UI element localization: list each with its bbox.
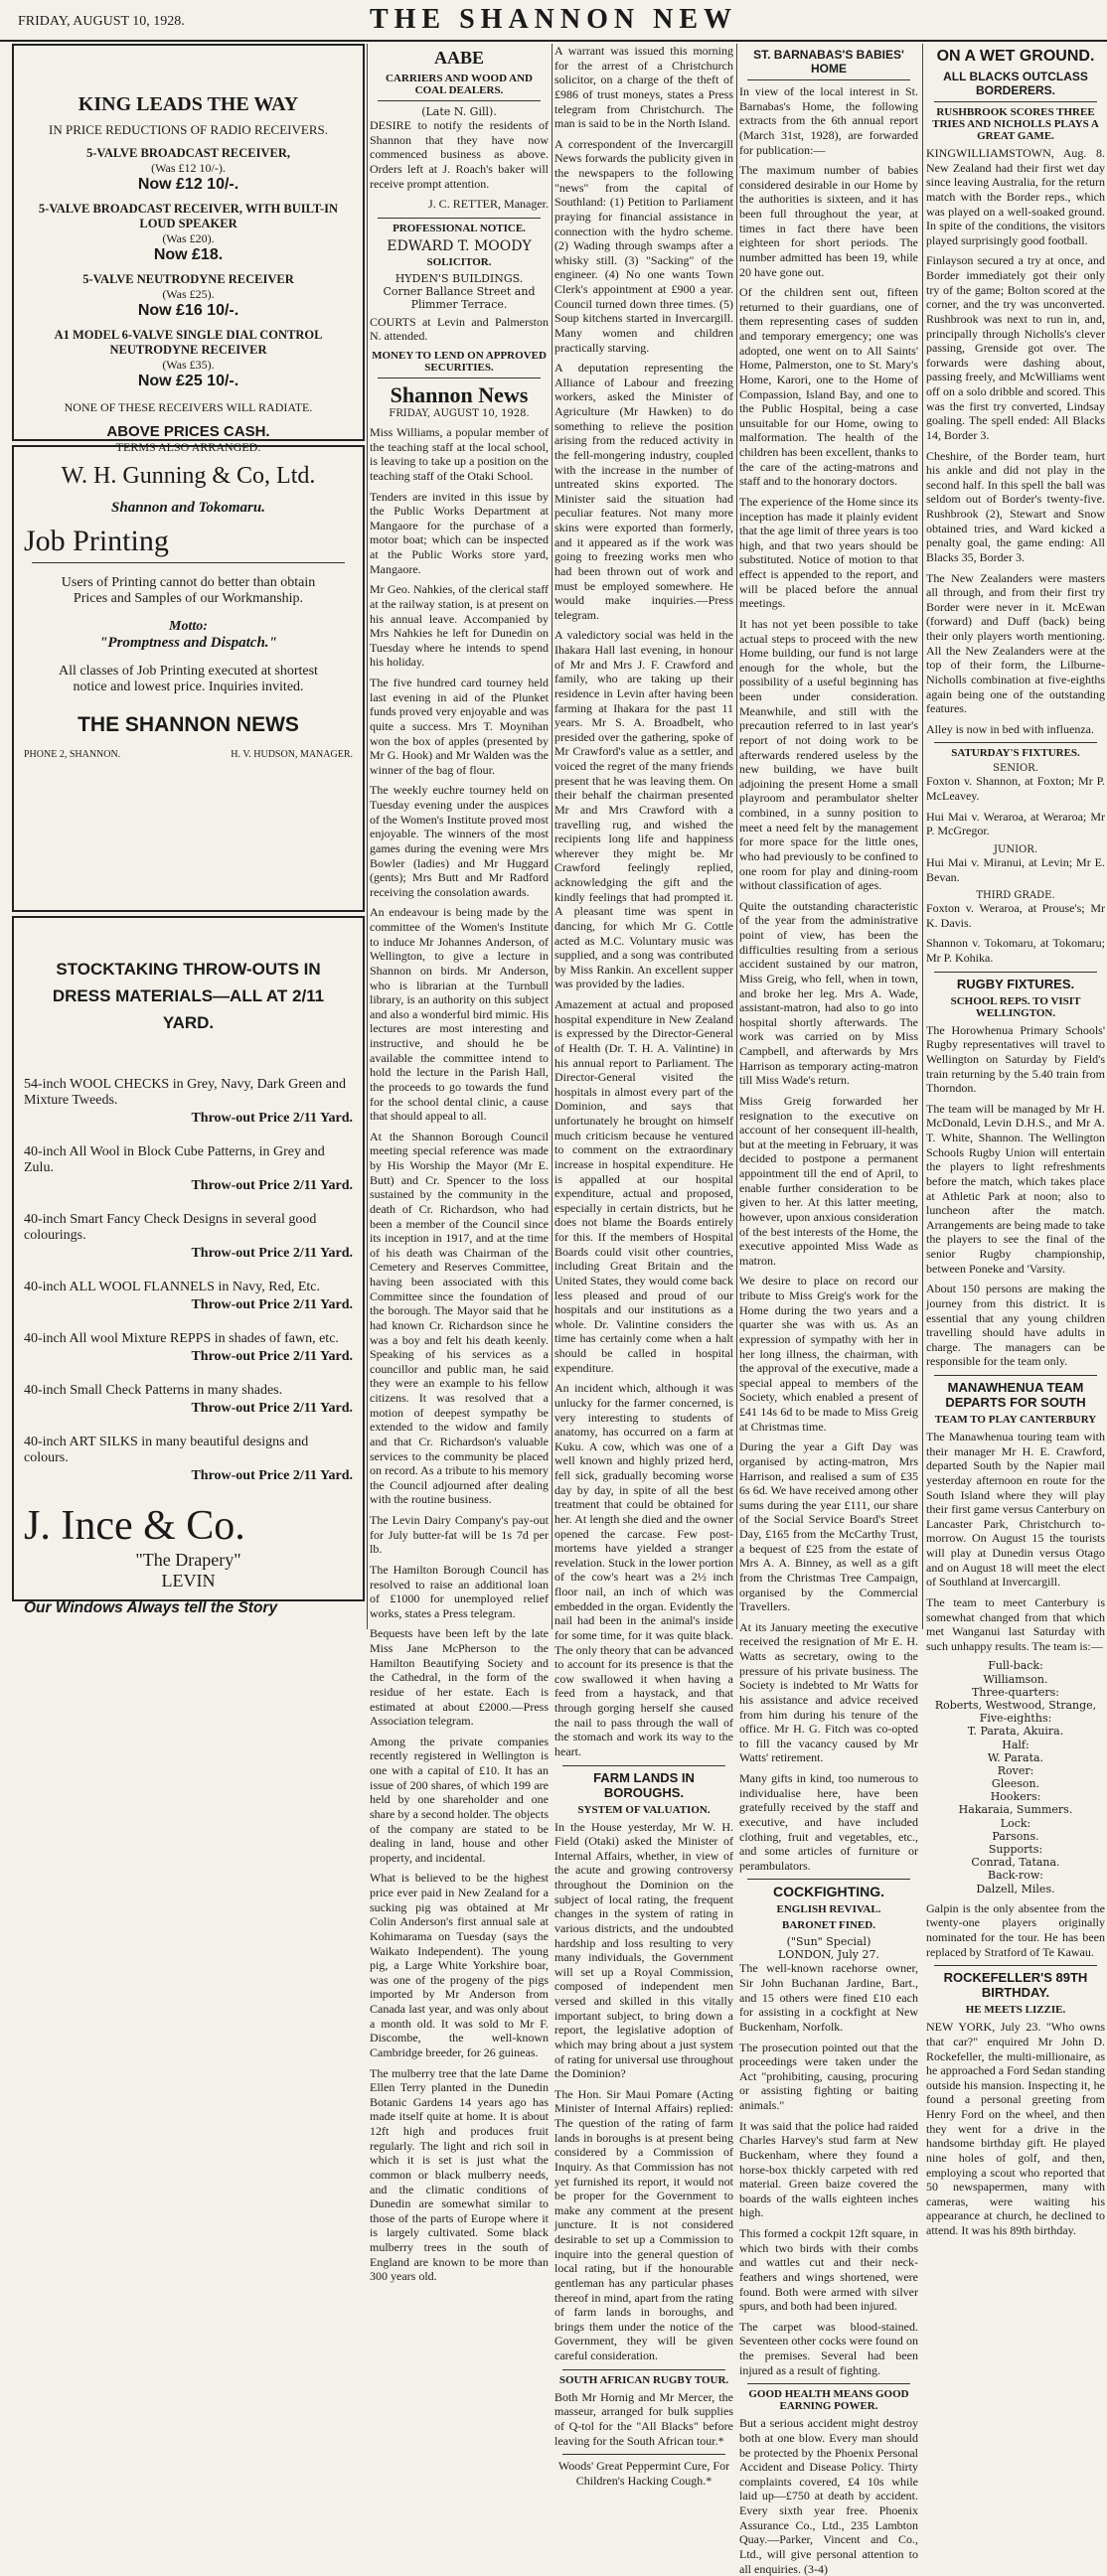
column-rule	[552, 44, 553, 1629]
radio-item-was: (Was £35).	[162, 358, 215, 372]
stock-item-desc: 40-inch ART SILKS in many beautiful designs and colours.	[24, 1434, 309, 1465]
manager: H. V. HUDSON, MANAGER.	[231, 749, 353, 760]
local-news: The Hamilton Borough Council has resolved to raise an additional loan of £1000 for unemployed relief works, states a Press telegram.	[370, 1562, 549, 1620]
stock-item-price: Throw-out Price 2/11 Yard.	[191, 1467, 353, 1483]
solicitor-building: HYDEN'S BUILDINGS.	[395, 271, 524, 285]
local-news: The mulberry tree that the late Dame Ellen Terry planted in the Dunedin Botanic Gardens 14 years ago has made itself quite at home. It is about 12ft high and produces fruit regularly. The light and rich soil in which it is set is just what the common or black mulberry needs, and the climatic conditions of Dunedin are somewhat similar to those of the parts of Europe where it is largely cultivated. Some black mulberry trees in the south of England are known to be more than 300 years old.	[370, 2065, 549, 2284]
article-headline: COCKFIGHTING.	[773, 1884, 884, 1900]
radio-item-was: (Was £12 10/-).	[151, 161, 226, 175]
news-paragraph: In view of the local interest in St. Barnabas's Home, the following extracts from the 6th annual report (March 31st, 1928), are forwarded for publication:—	[739, 84, 918, 157]
radio-advertisement	[12, 44, 365, 516]
article-headline: ON A WET GROUND.	[936, 48, 1095, 65]
column-rule	[736, 44, 737, 1629]
team-line: Full-back:	[988, 1659, 1043, 1673]
article-headline: MANAWHENUA TEAM DEPARTS FOR SOUTH	[945, 1380, 1086, 1410]
ad-heading: KING LEADS THE WAY	[78, 93, 299, 115]
local-news: An endeavour is being made by the committee of the Women's Institute to induce Mr Johannes Anderson, of Wellington, to give a lecture in Shannon on birds. Mr Anderson, who is librarian at the Turnbull library, is an authority on this subject and also a wonderful bird mimic. His lectures are most interesting and instructive, and should he be available the committee intend to hold the lecture in the Parish Hall, the proceeds to go towards the fund for the school dental clinic, a cause that should appeal to all.	[370, 905, 549, 1124]
column-4	[739, 44, 918, 2576]
team-line: Half:	[1002, 1738, 1029, 1751]
paper-name: THE SHANNON NEWS	[78, 713, 299, 736]
team-line: Conrad, Tatana.	[971, 1856, 1060, 1870]
team-line: Hookers:	[990, 1790, 1041, 1804]
news-paragraph: During the year a Gift Day was organised by acting-matron, Mrs Harrison, and realised a sum of £35 6s 6d. We have received among other sums during the year £111, our share of the Social Service Board's Street Day, £165 from the McCarthy Trust, a bequest of £25 from the estate of Mrs A. A. Binney, as well as a gift from the Christmas Tree Campaign, organised by the Commercial Travellers.	[739, 1440, 918, 1614]
news-paragraph: It was said that the police had raided Charles Harvey's stud farm at New Buckenham, where they found a horse-box thickly carpeted with red material. Green baize covered the boards of the walls eighteen inches high.	[739, 2118, 918, 2220]
motto-label: Motto:	[169, 619, 208, 634]
column-3	[554, 44, 733, 2488]
news-paragraph: The Manawhenua touring team with their manager Mr H. E. Crawford, departed South by the Napier mail yesterday afternoon en route for the South Island where they will play their first game versus Canterbury on Lancaster Park, Christchurch to-morrow. On August 15 the tourists will play at Dunedin versus Otago and on August 18 will meet the elect of Southland at Invercargill.	[926, 1430, 1105, 1590]
divider	[378, 378, 541, 379]
column-rule	[367, 44, 368, 1629]
stock-item-desc: 40-inch ALL WOOL FLANNELS in Navy, Red, Etc.	[24, 1279, 320, 1294]
news-paragraph: The team will be managed by Mr H. McDonald, Levin D.H.S., and Mr A. T. White, Shannon. The Wellington Schools Rugby Union will entertain the players to light refreshments before the match, which takes place at Athletic Park at noon; also to luncheon after the match. Arrangements are being made to take the players to see the final of the senior Rugby championship, between Poneke and 'Varsity.	[926, 1101, 1105, 1276]
divider	[378, 218, 541, 219]
team-line: Supports:	[988, 1843, 1043, 1856]
paper-title: Shannon News	[390, 382, 529, 407]
stock-item-desc: 40-inch All wool Mixture REPPS in shades of fawn, etc.	[24, 1330, 339, 1346]
ad-heading: STOCKTAKING THROW-OUTS IN DRESS MATERIALS—ALL AT 2/11 YARD.	[52, 960, 325, 1033]
aabe-late: (Late N. Gill).	[421, 105, 497, 118]
news-paragraph: Amazement at actual and proposed hospital expenditure in New Zealand is expressed by the Director-General of Health (Dr. T. H. A. Valintine) in his annual report to Parliament. The Director-General visited the hospitals in almost every part of the Dominion, and says that unfortunately he brought on himself much criticism because he ventured to comment on the extraordinary increase in hospital expenditure. He is appalled at our hospital expenditure, actual and proposed, especially in certain districts, but he does not blame the Boards entirely for this. If the members of Hospital Boards could visit other countries, including Great Britain and the United States, they would come back less pleased and proud of our hospitals and our institutions as a whole. Dr. Valintine considers the time has certainly come when a halt should be called in hospital expenditure.	[554, 997, 733, 1375]
local-news: The five hundred card tourney held last evening in aid of the Plunket funds proved very enjoyable and was quite a success. Mrs T. Moynihan won the box of apples (presented by Mr G. Hook) and Mr Walden was the winner of the bag of flour.	[370, 676, 549, 777]
divider	[747, 1879, 910, 1880]
news-paragraph: The carpet was blood-stained. Seventeen other cocks were found on the premises. Several had been injured as a result of fighting.	[739, 2319, 918, 2377]
slogan: Our Windows Always tell the Story	[24, 1598, 278, 1616]
radio-item-now: Now £16 10/-.	[137, 302, 239, 319]
ad-body: Users of Printing cannot do better than obtain Prices and Samples of our Workmanship.	[61, 575, 316, 606]
fixture: Shannon v. Tokomaru, at Tokomaru; Mr P. Kohika.	[926, 936, 1105, 965]
article-headline: ROCKEFELLER'S 89TH BIRTHDAY.	[943, 1970, 1088, 2001]
divider	[747, 2383, 910, 2384]
team-line: T. Parata, Akuira.	[967, 1725, 1064, 1739]
divider	[562, 2454, 725, 2455]
article-subheading: ENGLISH REVIVAL.	[776, 1903, 881, 1916]
stock-item-price: Throw-out Price 2/11 Yard.	[191, 1400, 353, 1416]
news-paragraph: Alley is now in bed with influenza.	[926, 721, 1094, 736]
article-headline: FARM LANDS IN BOROUGHS.	[593, 1769, 695, 1800]
source: ("Sun" Special)	[786, 1935, 871, 1949]
stock-item-price: Throw-out Price 2/11 Yard.	[191, 1348, 353, 1364]
team-line: Rover:	[997, 1763, 1034, 1777]
ad-contact	[24, 749, 353, 760]
news-paragraph: The experience of the Home since its inception has made it plainly evident that the age limit of three years is too high, and that two years should be substituted. Notice of motion to that effect is appended to the report, and will be placed before the annual meetings.	[739, 494, 918, 611]
article-subheading: SYSTEM OF VALUATION.	[577, 1803, 711, 1816]
aabe-body: DESIRE to notify the residents of Shannon that they have now commenced business as above. Orders left at J. Roach's baker will receive prompt attention.	[370, 118, 549, 191]
column-5	[926, 44, 1105, 2237]
local-news: Bequests have been left by the late Miss Jane McPherson to the Hamilton Beautifying Society and the Cathedral, in the form of the residue of her estate. Each is estimated at about £2000.—Press Association telegram.	[370, 1626, 549, 1729]
newspaper-title: THE SHANNON NEW	[369, 4, 738, 35]
article-headline: SATURDAY'S FIXTURES.	[951, 747, 1080, 760]
news-paragraph: In the House yesterday, Mr W. H. Field (Otaki) asked the Minister of Internal Affairs, whether, in view of the acute and growing controversy throughout the Dominion on the subject of local rating, the frequent changes in the system of rating in various districts, and the undoubted hardship and loss resulting to very many individuals, the Government will set up a Royal Commission, composed of independent men versed and skilled in this vitally important subject, to bring down a report, the legislative adoption of which may bring about a just system of rating for universal use throughout the Dominion?	[554, 1819, 733, 2081]
stock-item-price: Throw-out Price 2/11 Yard.	[191, 1296, 353, 1312]
masthead	[0, 0, 1107, 42]
stock-item-price: Throw-out Price 2/11 Yard.	[191, 1177, 353, 1193]
ad-terms: TERMS ALSO ARRANGED.	[115, 440, 261, 454]
ad-intro: IN PRICE REDUCTIONS OF RADIO RECEIVERS.	[49, 122, 328, 137]
news-paragraph: At its January meeting the executive received the resignation of Mr E. H. Watts as secretary, owing to the pressure of his private business. The Society is indebted to Mr Watts for his assistance and advice received from him during his tenure of the office. Mr H. G. Fitch was co-opted to fill the vacancy caused by Mr Watts' retirement.	[739, 1619, 918, 1765]
firm-name: J. Ince & Co.	[24, 1502, 245, 1549]
divider	[747, 79, 910, 80]
radio-item-was: (Was £20).	[162, 231, 215, 245]
news-paragraph: This formed a cockpit 12ft square, in which two birds with their combs and wattles cut and their neck-feathers and wings shortened, were found. Both were armed with silver spurs, and both had been injured.	[739, 2226, 918, 2314]
news-paragraph: Finlayson secured a try at once, and Border immediately got their only try of the game; Bolton scored at the corner, and the try was unconverted. Rushbrook was next to run in, and, principally through Nicholls's clever passing, Grenside got over. The forwards were dashing about, passing freely, and McWilliams went off on a solo dribble and scored. This was the first try converted, Lindsay goaling. The spell ended: All Blacks 14, Border 3.	[926, 253, 1105, 442]
stocktaking-advertisement	[12, 916, 365, 1616]
motto: "Promptness and Dispatch."	[99, 635, 277, 651]
news-paragraph: The team to meet Canterbury is somewhat changed from that which met Wanganui last Saturday with such unhappy results. The team is:—	[926, 1594, 1105, 1653]
radio-item-now: Now £18.	[153, 246, 224, 263]
radio-item-now: Now £25 10/-.	[137, 373, 239, 389]
firm-towns: Shannon and Tokomaru.	[111, 500, 265, 516]
news-paragraph: The New Zealanders were masters all through, and from their first try Border were never in it. McEwan (forward) and Duff (back) being their only players worth mentioning. All the New Zealanders were at the top of their form, the Lilburne-Nicholls combination at five-eighths again being one of the outstanding features.	[926, 570, 1105, 716]
local-news: Miss Williams, a popular member of the teaching staff at the local school, is leaving to take up a position on the teaching staff of the Otaki School.	[370, 425, 549, 483]
news-paragraph: The well-known racehorse owner, Sir John Buchanan Jardine, Bart., and 15 others were fined £10 each for assisting in a cockfight at New Buckenham, Norfolk.	[739, 1961, 918, 2034]
local-news: Mr Geo. Nahkies, of the clerical staff at the railway station, is at present on his annual leave. Accompanied by Mrs Nahkies he left for Dunedin on Tuesday where he intends to spend his holiday.	[370, 582, 549, 670]
solicitor-address: Corner Ballance Street and Plimmer Terrace.	[383, 284, 536, 311]
news-paragraph: NEW YORK, July 23. "Who owns that car?" enquired Mr John D. Rockefeller, the multi-millionaire, as he approached a Ford Sedan standing outside his mansion. Inspecting it, he found a personal greeting from Henry Ford on the wheel, and then they went for a drive in the handsome birthday gift. He played nine holes of golf, and then, employing a scout who reported that 50 newspapermen, many with cameras, were waiting his appearance at church, he declined to attend. It was his 89th birthday.	[926, 2020, 1105, 2237]
team-line: Lock:	[1000, 1816, 1031, 1830]
divider	[32, 562, 345, 563]
town: LEVIN	[161, 1570, 216, 1591]
radio-item-name: 5-VALVE BROADCAST RECEIVER,	[85, 146, 291, 160]
ad-heading: Job Printing	[24, 525, 169, 557]
team-list	[926, 1659, 1105, 1894]
team-line: W. Parata.	[987, 1750, 1044, 1764]
team-line: Roberts, Westwood, Strange,	[934, 1698, 1097, 1712]
stock-item-price: Throw-out Price 2/11 Yard.	[191, 1110, 353, 1126]
phone: PHONE 2, SHANNON.	[24, 749, 121, 760]
news-paragraph: Cheshire, of the Border team, hurt his ankle and did not play in the second half. In this spell the ball was seldom out of Border's twenty-five. Rushbrook (2), Stewart and Snow obtained tries, and Ward kicked a penalty goal, the game ending: All Blacks 35, Border 3.	[926, 448, 1105, 564]
team-line: Five-eighths:	[979, 1712, 1052, 1726]
divider	[934, 101, 1097, 102]
news-paragraph: The prosecution pointed out that the proceedings were taken under the Act "prohibiting, causing, procuring or assisting fighting or baiting animals."	[739, 2040, 918, 2112]
news-paragraph: A correspondent of the Invercargill News forwards the publicity given in the newspapers to the following "news" from the capital of Southland: (1) Petition to Parliament praying for financial assistance in connection with the hydro scheme. (2) Wading through swamps after a whisky still. (3) "Sacking" of the engineer. (4) No one wants Town Clerk's appointment at £900 a year. Council turned down three times. (5) Soup kitchens started in Invercargill. Many women and children practically starving.	[554, 136, 733, 355]
local-news: Among the private companies recently registered in Wellington is one with a capital of £10. It has an issue of 200 shares, of which 199 are held by one shareholder and one share by a second holder. The objects of the company are stated to be dealing in land, house and other property, and incidental.	[370, 1734, 549, 1865]
radio-item-now: Now £12 10/-.	[137, 176, 239, 193]
fixture: Foxton v. Shannon, at Foxton; Mr P. McLeavey.	[926, 774, 1105, 803]
article-subheading: HE MEETS LIZZIE.	[965, 2004, 1066, 2017]
radio-item-was: (Was £25).	[162, 287, 215, 301]
divider	[562, 1765, 725, 1766]
column-advertisements	[12, 44, 365, 1629]
divider	[934, 1375, 1097, 1376]
news-paragraph: Many gifts in kind, too numerous to individualise here, have been gratefully received by the staff and executive, and have included clothing, fruit and vegetables, etc., and some articles of furniture or perambulators.	[739, 1771, 918, 1873]
news-paragraph: The maximum number of babies considered desirable in our Home by the authorities is sixteen, and it has been full throughout the year, at times in fact there have been eighteen for short periods. The number admitted has been 19, while 20 have gone out.	[739, 163, 918, 279]
news-paragraph: A valedictory social was held in the Ihakara Hall last evening, in honour of Mr and Mrs J. F. Crawford and family, who are taking up their residence in Levin after having been farming at Ihakara for the past 11 years. Mr S. A. Broadbelt, who presided over the gathering, spoke of Mr Crawford's value as a settler, and voiced the regret of the many friends present that he was leaving them. On their behalf the chairman presented Mr and Mrs Crawford with a travelling rug, and wished the recipients long life and happiness wherever they might be. Mr Crawford feelingly replied, acknowledging the gift and the kindly feelings that had prompted it. A pleasant time was spent in dancing, for which Mr G. Cottle acted as M.C. Voluntary music was supplied, and a song was contributed by Miss Rankin. An excellent supper was provided by the ladies.	[554, 628, 733, 991]
team-line: Three-quarters:	[972, 1685, 1059, 1699]
solicitor-name: EDWARD T. MOODY	[387, 237, 532, 254]
team-line: Hakaraia, Summers.	[958, 1803, 1073, 1817]
money-to-lend: MONEY TO LEND ON APPROVED SECURITIES.	[372, 350, 547, 374]
radio-item-name: 5-VALVE NEUTRODYNE RECEIVER	[82, 272, 294, 286]
article-subheading: RUSHBROOK SCORES THREE TRIES AND NICHOLLS PLAYS A GREAT GAME.	[932, 106, 1099, 142]
local-news: Tenders are invited in this issue by the Public Works Department at Mangaore for the purchase of a motor boat; which can be inspected at the Public Works store yard, Mangaore.	[370, 489, 549, 576]
article-headline: GOOD HEALTH MEANS GOOD EARNING POWER.	[748, 2388, 909, 2413]
local-news: The weekly euchre tourney held on Tuesday evening under the auspices of the Women's Institute proved most enjoyable. The winners of the most games during the evening were Mrs Bowler (ladies) and Mr Huggard (gents); Mrs Butt and Mr Radford receiving the consolation awards.	[370, 783, 549, 899]
drapery-name: "The Drapery"	[135, 1549, 241, 1570]
article-headline: RUGBY FIXTURES.	[956, 976, 1075, 991]
issue-date: FRIDAY, AUGUST 10, 1928.	[18, 14, 185, 29]
article-headline: ST. BARNABAS'S BABIES' HOME	[753, 48, 904, 76]
radio-item-name: A1 MODEL 6-VALVE SINGLE DIAL CONTROL NEUTRODYNE RECEIVER	[54, 328, 323, 357]
divider	[562, 2369, 725, 2370]
article-subheading: ALL BLACKS OUTCLASS BORDERERS.	[943, 70, 1088, 97]
team-line: Back-row:	[988, 1869, 1043, 1883]
stock-item-desc: 40-inch Small Check Patterns in many shades.	[24, 1382, 283, 1398]
news-paragraph: It has not yet been possible to take actual steps to proceed with the new Home building, our fund is not large enough for the whole, but the possibility of a useful beginning has been under consideration. Meanwhile, and still with the precaution referred to in last year's report of not doing work to be afterwards rendered useless by the new building, we have built adjoining the present Home a small playroom and perambulator shelter combined, in a sunny position to meet a need felt by the management for more space for the little ones, who had previously to be confined to one room for play and dining-room without classification of ages.	[739, 616, 918, 893]
ad-cash: ABOVE PRICES CASH.	[106, 423, 270, 440]
news-paragraph: A warrant was issued this morning for the arrest of a Christchurch solicitor, on a charge of the theft of £986 of trust moneys, states a Press telegram from Christchurch. The man is said to be in the North Island.	[554, 44, 733, 131]
news-paragraph: The Horowhenua Primary Schools' Rugby representatives will travel to Wellington on Saturday by Field's train returning by the 5.40 train from Thorndon.	[926, 1022, 1105, 1096]
fixture: Hui Mai v. Weraroa, at Weraroa; Mr P. McGregor.	[926, 809, 1105, 838]
firm-name: W. H. Gunning & Co, Ltd.	[61, 463, 316, 489]
fixture: Foxton v. Weraroa, at Prouse's; Mr K. Davis.	[926, 901, 1105, 930]
dateline: LONDON, July 27.	[778, 1948, 879, 1962]
paper-date: FRIDAY, AUGUST 10, 1928.	[389, 408, 530, 419]
news-paragraph: An incident which, although it was unlucky for the farmer concerned, is very interesting to students of anatomy, has occurred on a farm at Kuku. A cow, which was one of a well known and highly prized herd, fell sick, gradually becoming worse day by day, in spite of all the best treatment that could be obtained for her. At length she died and the owner opened the carcase. Few post-mortems have yielded a stranger revelation. Stuck in the lower portion of the cow's heart was a 2½ inch floor nail, an inch of which was embedded in the organ. Evidently the nail had been in the animal's inside for some time, for it was quite black. The only theory that can be advanced to account for its presence is that the cow swallowed it when having a feed from a haystack, and that through gorging herself she caused the nail to pass through the wall of the stomach and work its way to the heart.	[554, 1381, 733, 1758]
team-line: Williamson.	[983, 1672, 1048, 1686]
news-paragraph: Miss Greig forwarded her resignation to the executive on account of her consequent ill-health, but at the meeting in February, it was decided to postpone a permanent appointment till the end of April, to enable further consideration to be given to her. At this latter meeting, however, upon anxious consideration of the best interests of the Home, the executive appointed Miss Wade as matron.	[739, 1093, 918, 1268]
news-paragraph: Both Mr Hornig and Mr Mercer, the masseur, arranged for bulk supplies of Q-tol for the "All Blacks" before leaving for the South African tour.*	[554, 2389, 733, 2448]
divider	[934, 742, 1097, 743]
grade-label: JUNIOR.	[993, 843, 1038, 855]
stock-item-desc: 54-inch WOOL CHECKS in Grey, Navy, Dark Green and Mixture Tweeds.	[24, 1076, 346, 1108]
grade-label: SENIOR.	[993, 763, 1038, 775]
stock-item-desc: 40-inch Smart Fancy Check Designs in several good colourings.	[24, 1211, 317, 1243]
column-2	[370, 44, 549, 2284]
local-news: The Levin Dairy Company's pay-out for July butter-fat will be 1s 7d per lb.	[370, 1513, 549, 1557]
notice-heading: PROFESSIONAL NOTICE.	[393, 222, 526, 234]
solicitor-courts: COURTS at Levin and Palmerston N. attended.	[370, 314, 549, 344]
stock-item-desc: 40-inch All Wool in Block Cube Patterns, in Grey and Zulu.	[24, 1143, 325, 1175]
solicitor-role: SOLICITOR.	[426, 255, 492, 268]
news-paragraph: About 150 persons are making the journey from this district. It is essential that any young children travelling should have adults in charge. The managers can be responsible for the team only.	[926, 1282, 1105, 1369]
article-subheading: BARONET FINED.	[782, 1919, 875, 1932]
news-paragraph: Galpin is the only absentee from the twenty-one players originally nominated for the tour. He has been replaced by Stratford of Te Kawau.	[926, 1900, 1105, 1959]
news-paragraph: We desire to place on record our tribute to Miss Greig's work for the Home during the two years and a quarter she was with us. As an expression of sympathy with her in her long illness, the chairman, with the approval of the executive, made a special appeal to members of the Society, which enabled a present of £41 14s 6d to be made to Miss Greig at Christmas time.	[739, 1274, 918, 1434]
ad-classes: All classes of Job Printing executed at shortest notice and lowest price. Inquiries invited.	[59, 664, 318, 694]
woods-ad: Woods' Great Peppermint Cure, For Children's Hacking Cough.*	[557, 2459, 730, 2488]
team-line: Parsons.	[992, 1829, 1039, 1843]
article-headline: SOUTH AFRICAN RUGBY TOUR.	[558, 2373, 729, 2386]
news-paragraph: The Hon. Sir Maui Pomare (Acting Minister of Internal Affairs) replied: The question of the rating of farm lands in boroughs is at present being considered by a Commission of Inquiry. As that Commission has not yet furnished its report, it would not be proper for the Government to make any comment at the present juncture. It is not considered desirable to set up a Commission to inquire into the general question of local rating, but if the honourable gentleman has any particular phases thereof in mind, apart from the rating of farm lands in boroughs, and brings them under the notice of the Government, they will be given careful consideration.	[554, 2086, 733, 2362]
news-paragraph: Of the children sent out, fifteen returned to their guardians, one of them representing cases of sudden and temporary emergency; one was adopted, one went on to All Saints' Home, Palmerston, one to St. Mary's Home, Karori, one to the Home of Compassion, Island Bay, and one to the Public Hospital, being a case unsuitable for our Home, owing to malformation. The health of the children has been excellent, thanks to the care of the acting-matrons and staff and to the honorary doctors.	[739, 285, 918, 489]
fixture: Hui Mai v. Miranui, at Levin; Mr E. Bevan.	[926, 854, 1105, 884]
radio-item-name: 5-VALVE BROADCAST RECEIVER, WITH BUILT-IN LOUD SPEAKER	[38, 202, 339, 230]
news-paragraph: But a serious accident might destroy both at one blow. Every man should be protected by the Phoenix Personal Accident and Disease Policy. Thirty complaints covered, £4 10s while laid up—£750 at death by accident. Every sixth year free. Phoenix Assurance Co., Ltd., 235 Lambton Quay.—Parker, Vincent and Co., Ltd., will give personal attention to all enquiries. (3-4)	[739, 2416, 918, 2576]
article-subheading: TEAM TO PLAY CANTERBURY	[934, 1414, 1097, 1426]
team-line: Dalzell, Miles.	[976, 1882, 1055, 1895]
column-rule	[922, 44, 923, 1629]
local-news: What is believed to be the highest price ever paid in New Zealand for a sucking pig was obtained at Mr Colin Anderson's first annual sale at Kohimarama on Tuesday (says the Waikato Independent). The young pig, a Large White Yorkshire boar, was one of the progeny of the pigs imported by Mr Anderson from Canada last year, and was only about a month old. It was sold to Mr F. Discombe, the well-known Cambridge breeder, for 26 guineas.	[370, 1871, 549, 2059]
ad-note: NONE OF THESE RECEIVERS WILL RADIATE.	[64, 400, 313, 414]
divider	[934, 1965, 1097, 1966]
aabe-signature: J. C. RETTER, Manager.	[428, 197, 549, 212]
divider	[378, 100, 541, 101]
divider	[934, 972, 1097, 973]
team-line: Gleeson.	[991, 1777, 1040, 1791]
article-subheading: SCHOOL REPS. TO VISIT WELLINGTON.	[950, 994, 1081, 1019]
aabe-title: AABE	[433, 48, 484, 68]
local-news: At the Shannon Borough Council meeting special reference was made by His Worship the Mayor (Mr E. Butt) and Cr. Spencer to the loss sustained by the community in the death of Cr. Richardson, who had been a member of the Council since its inception in 1917, and at the time of his death was Chairman of the Cemetery and Reserves Committee, having been associated with this Committee since the foundation of the borough. The Mayor said that he had known Cr. Richardson since he was a boy and felt his death keenly. Speaking of his services as a councillor and public man, he said they were an example to his fellow citizens. It was resolved that a motion of deepest sympathy be extended to the widow and family and that Cr. Richardson's valuable services to the community be placed on record. As a tribute to his memory the Council adjourned after dealing with the routine business.	[370, 1129, 549, 1507]
news-paragraph: A deputation representing the Alliance of Labour and freezing workers, asked the Minister of Agriculture (Mr Hawken) to do something to relieve the position arising from the reduced activity in the fell-mongering industry, coupled with the increase in the number of untreated skins exported. The Minister said the situation had peculiar features. Not many more skins were exported than formerly, and it appeared as if the work was going to freezing works men who had been thrown out of work and must be employed somewhere. He would make inquiries.—Press telegram.	[554, 361, 733, 622]
news-paragraph: Quite the outstanding characteristic of the year from the administrative point of view, has been the difficulties resulting from a serious accident sustained by our matron, Miss Greig, who fell, when in town, and broke her leg. Mrs A. Wade, assistant-matron, had also to go into hospital shortly afterwards. The work was carried on by Miss Campbell, and afterwards by Mrs Harrison as temporary acting-matron till Miss Wade's return.	[739, 898, 918, 1088]
stock-item-price: Throw-out Price 2/11 Yard.	[191, 1245, 353, 1261]
aabe-subtitle: CARRIERS AND WOOD AND COAL DEALERS.	[385, 73, 533, 96]
grade-label: THIRD GRADE.	[976, 890, 1055, 902]
news-paragraph: KINGWILLIAMSTOWN, Aug. 8. New Zealand had their first wet day since leaving Australia, for the return match with the Border reps., which was played on a well-soaked ground. In spite of the conditions, the visitors played surprisingly good football.	[926, 146, 1105, 247]
